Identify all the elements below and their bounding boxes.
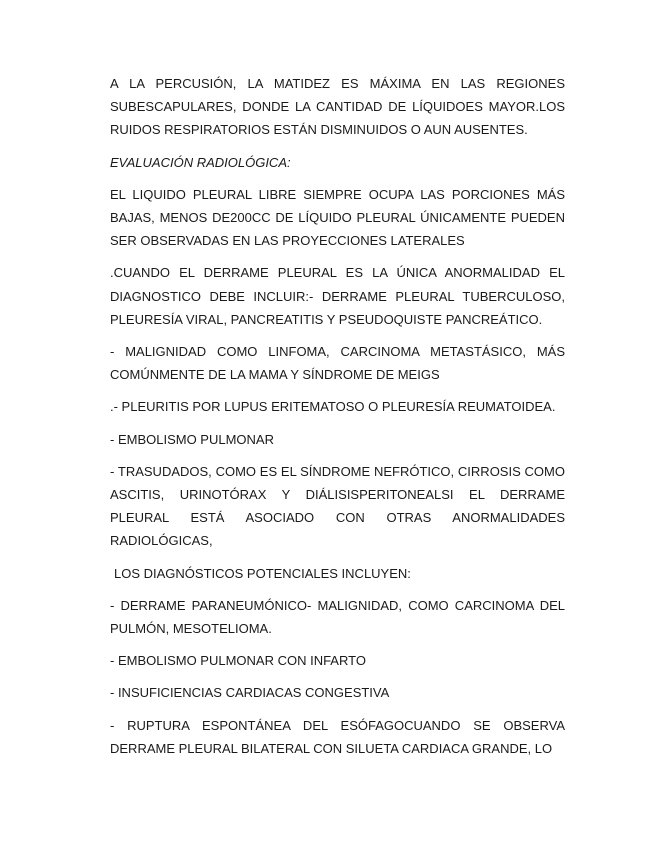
- list-item-malignidad: - MALIGNIDAD COMO LINFOMA, CARCINOMA METASTÁSICO, MÁS COMÚNMENTE DE LA MAMA Y SÍNDROME DE MEIGS: [110, 344, 565, 383]
- paragraph-percusion: A LA PERCUSIÓN, LA MATIDEZ ES MÁXIMA EN LAS REGIONES SUBESCAPULARES, DONDE LA CANTIDAD DE LÍQUIDOES MAYOR.LOS RUIDOS RESPIRATORIOS ESTÁN DISMINUIDOS O AUN AUSENTES.: [110, 76, 565, 138]
- section-heading-evaluacion-radiologica: EVALUACIÓN RADIOLÓGICA:: [110, 154, 291, 170]
- paragraph-diagnostico: .CUANDO EL DERRAME PLEURAL ES LA ÚNICA ANORMALIDAD EL DIAGNOSTICO DEBE INCLUIR:- DERRAME PLEURAL TUBERCULOSO, PLEURESÍA VIRAL, PANCREATITIS Y PSEUDOQUISTE PANCREÁTICO.: [110, 265, 565, 327]
- list-item-ruptura: - RUPTURA ESPONTÁNEA DEL ESÓFAGOCUANDO SE OBSERVA DERRAME PLEURAL BILATERAL CON SILUETA CARDIACA GRANDE, LO: [110, 717, 565, 756]
- list-item-insuficiencias: - INSUFICIENCIAS CARDIACAS CONGESTIVA: [110, 685, 390, 701]
- list-item-derrame-paraneumonico: - DERRAME PARANEUMÓNICO- MALIGNIDAD, COMO CARCINOMA DEL PULMÓN, MESOTELIOMA.: [110, 597, 565, 637]
- list-item-embolismo: - EMBOLISMO PULMONAR: [110, 431, 274, 447]
- list-item-embolismo-infarto: - EMBOLISMO PULMONAR CON INFARTO: [110, 653, 366, 669]
- paragraph-diagnosticos-potenciales: LOS DIAGNÓSTICOS POTENCIALES INCLUYEN:: [114, 565, 411, 581]
- document-page: [110, 72, 565, 769]
- list-item-pleuritis: .- PLEURITIS POR LUPUS ERITEMATOSO O PLEURESÍA REUMATOIDEA.: [110, 399, 556, 415]
- list-item-trasudados: - TRASUDADOS, COMO ES EL SÍNDROME NEFRÓTICO, CIRROSIS COMO ASCITIS, URINOTÓRAX Y DIÁLISISPERITONEALSI EL DERRAME PLEURAL ESTÁ ASOCIADO CON OTRAS ANORMALIDADES RADIOLÓGICAS,: [110, 463, 565, 549]
- paragraph-liquido-pleural: EL LIQUIDO PLEURAL LIBRE SIEMPRE OCUPA LAS PORCIONES MÁS BAJAS, MENOS DE200CC DE LÍQUIDO PLEURAL ÚNICAMENTE PUEDEN SER OBSERVADAS EN LAS PROYECCIONES LATERALES: [110, 186, 565, 249]
